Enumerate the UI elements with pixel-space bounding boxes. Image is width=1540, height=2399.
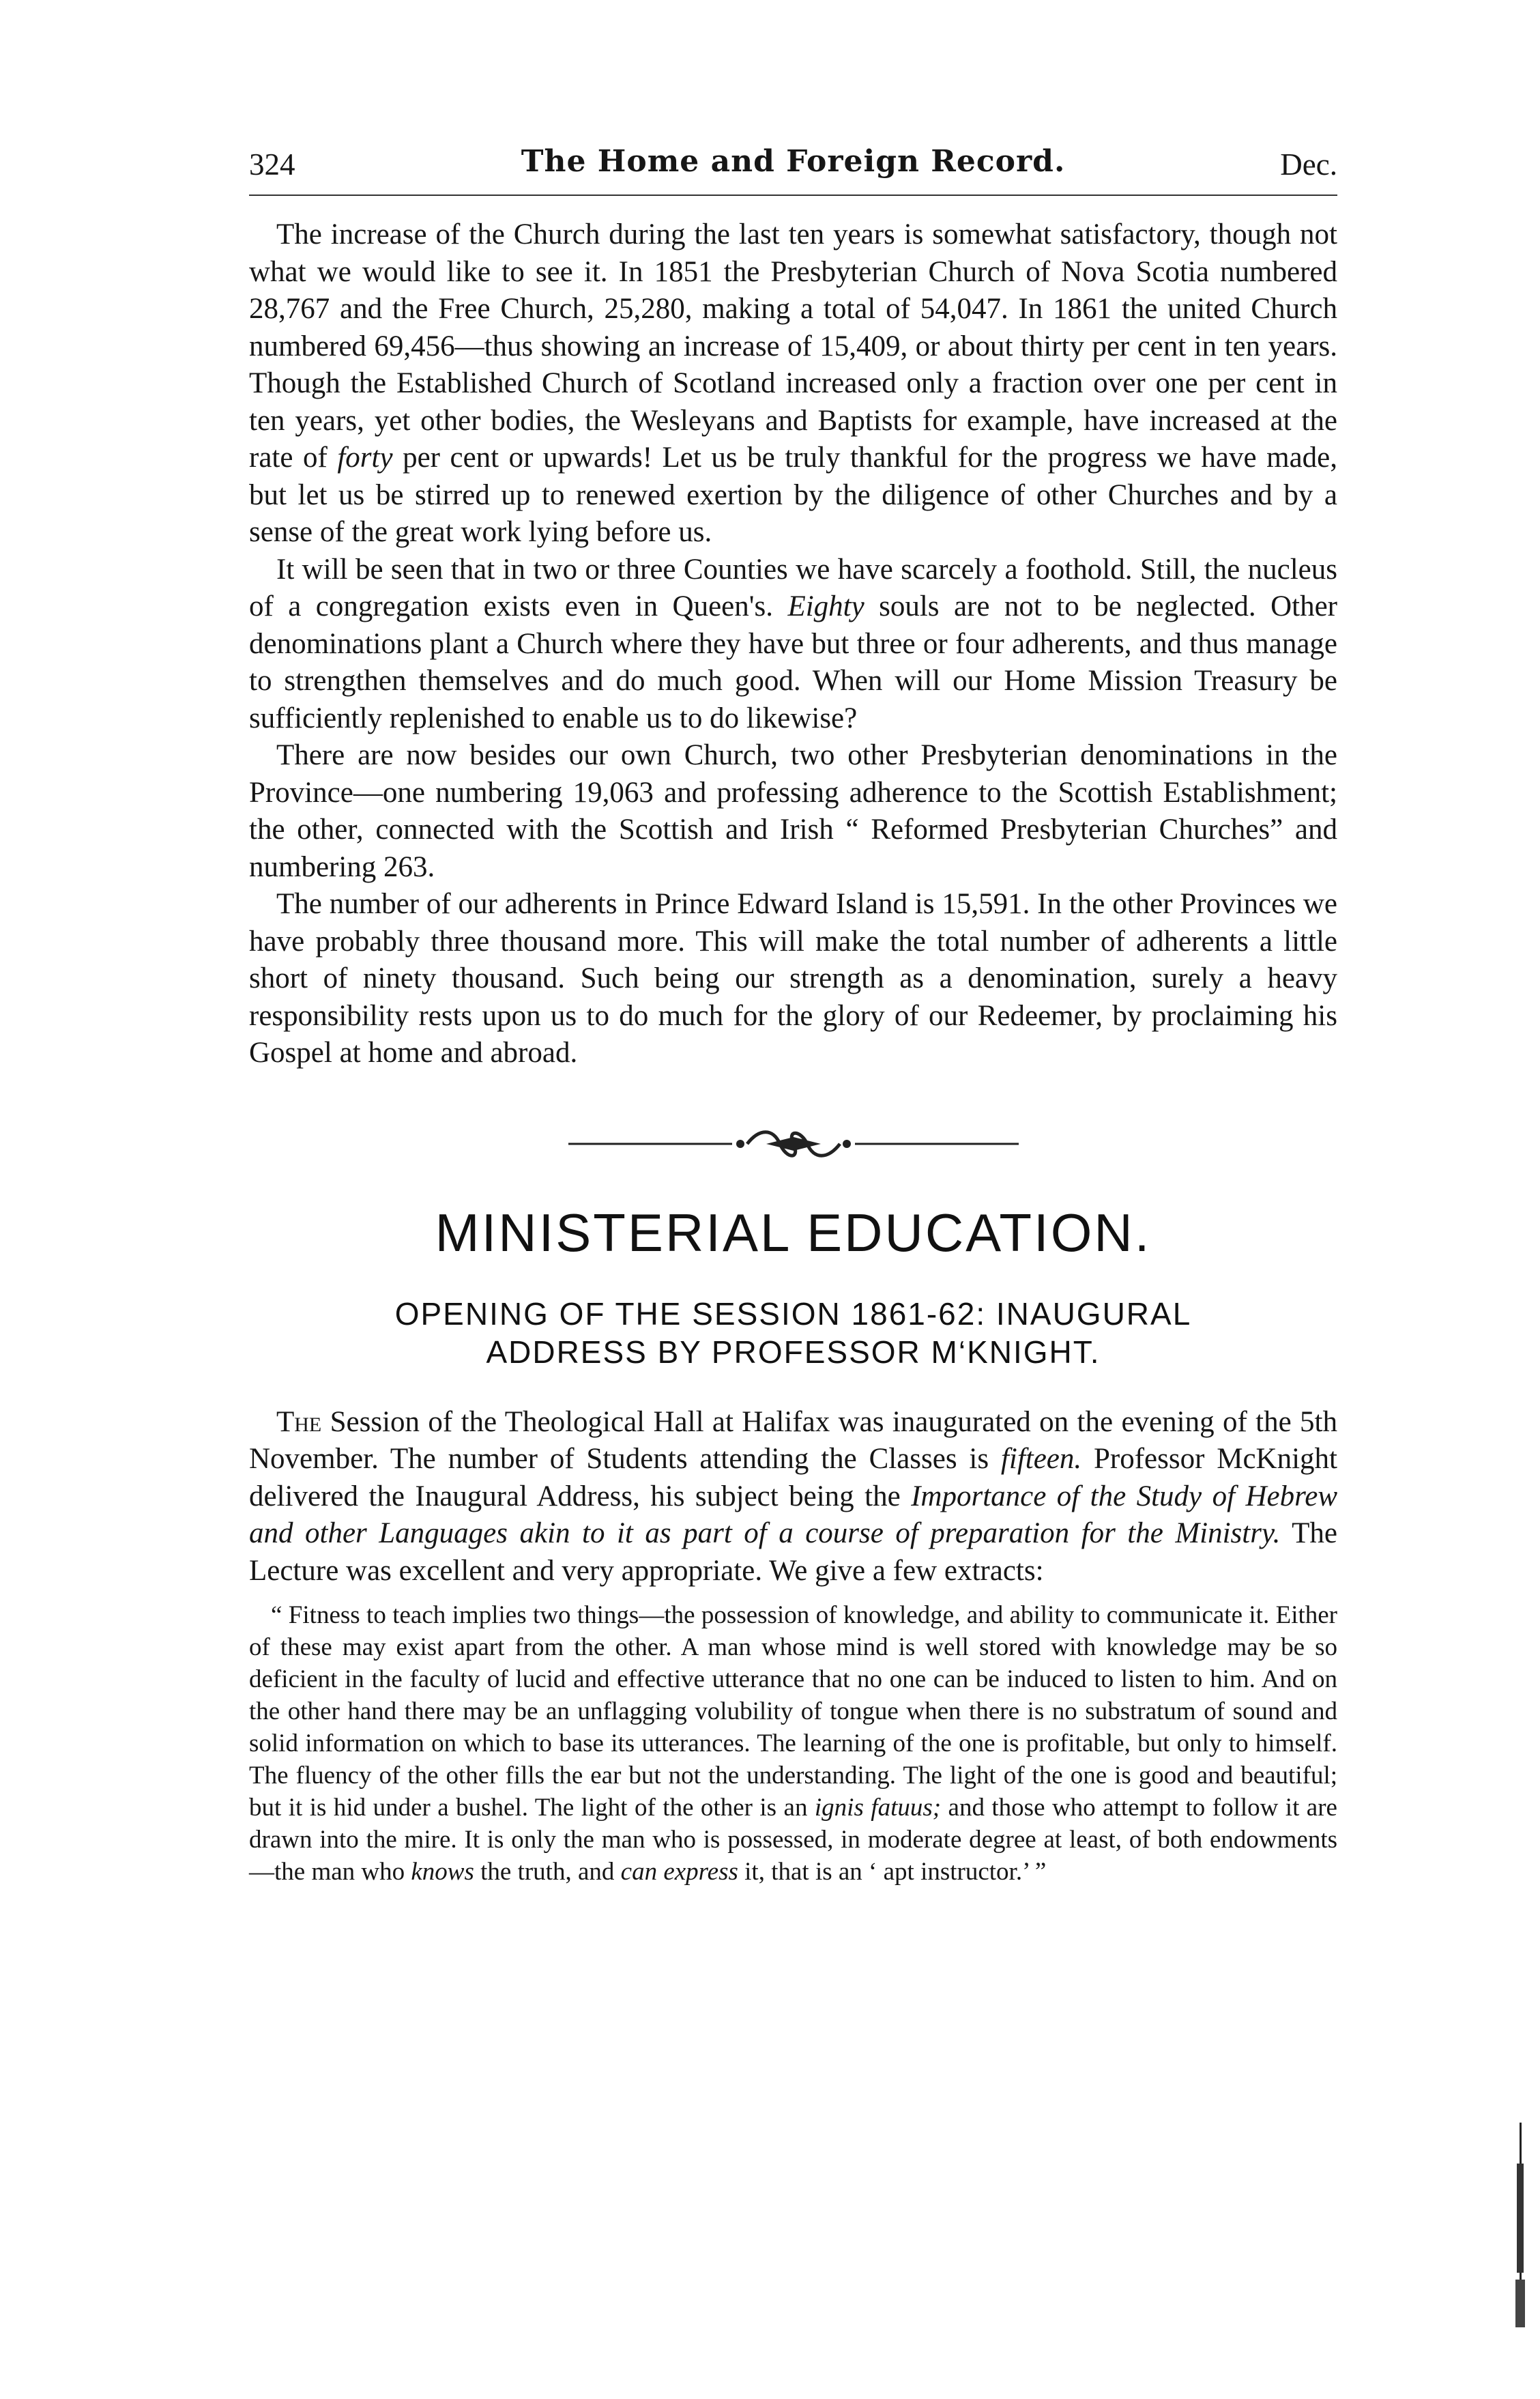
ornamental-divider xyxy=(562,1120,1026,1168)
paragraph-text: per cent or upwards! Let us be truly thankful for the progress we have made, but let us be stirred up to renewed exertion by the diligence of other Churches and by a sense of the great work lying before us. xyxy=(249,442,1337,548)
emphasis-text: Eighty xyxy=(787,590,865,622)
quote-text: it, that is an ‘ apt instructor.’ ” xyxy=(738,1858,1047,1886)
article-paragraph-2 xyxy=(249,551,1337,738)
emphasis-text: ignis fatuus; xyxy=(814,1794,942,1822)
quote-text: the truth, and xyxy=(474,1858,621,1886)
binding-edge-mark xyxy=(1511,2123,1532,2334)
subtitle-line-1: OPENING OF THE SESSION 1861-62: INAUGURAL xyxy=(394,1295,1192,1332)
intro-lead-word: The xyxy=(276,1405,322,1438)
article-paragraph-4: The number of our adherents in Prince Edward Island is 15,591. In the other Provinces we have probably three thousand more. This will make the total number of adherents a little short of ninety thousand. Such being our strength as a denomination, surely a heavy responsibility rests upon us to do much for the glory of our Redeemer, by proclaiming his Gospel at home and abroad. xyxy=(249,888,1337,1069)
section-title: MINISTERIAL EDUCATION. xyxy=(435,1202,1152,1263)
paragraph-text: Professor McKnight delivered the Inaugural Address, his subject being the xyxy=(249,1443,1337,1512)
quoted-extract xyxy=(249,1599,1337,1888)
paragraph-text: It will be seen that in two or three Counties we have scarcely a foothold. Still, the nucleus of a congregation exists even in Queen's. xyxy=(249,553,1337,622)
paragraph-text: The Lecture was excellent and very appropriate. We give a few extracts: xyxy=(249,1517,1337,1587)
journal-title: The Home and Foreign Record. xyxy=(521,144,1066,179)
article-paragraph-1 xyxy=(249,216,1337,551)
quote-text: “ Fitness to teach implies two things—the possession of knowledge, and ability to communicate it. Either of these may exist apart from the other. A man whose mind is well stored with knowledge may be so deficient in the faculty of lucid and effective utterance that no one can be induced to listen to him. And on the other hand there may be an unflagging volubility of tongue when there is no substratum of sound and solid information on which to base its utterances. The learning of the one is profitable, but only to himself. The fluency of the other fills the ear but not the understanding. The light of the one is good and beautiful; but it is hid under a bushel. The light of the other is an xyxy=(249,1601,1337,1822)
paragraph-text: souls are not to be neglected. Other denominations plant a Church where they have but three or four adherents, and thus manage to strengthen themselves and do much good. When will our Home Mission Treasury be sufficiently replenished to enable us to do likewise? xyxy=(249,590,1337,734)
intro-paragraph xyxy=(249,1404,1337,1590)
page xyxy=(249,140,1337,1888)
section-subtitle xyxy=(249,1295,1337,1371)
emphasis-text: Importance of the Study of Hebrew and other Languages akin to it as part of a course of preparation for the Ministry. xyxy=(249,1480,1337,1549)
subtitle-line-2: ADDRESS BY PROFESSOR M‘KNIGHT. xyxy=(486,1334,1101,1370)
emphasis-text: fifteen. xyxy=(1000,1443,1082,1475)
emphasis-text: knows xyxy=(411,1858,474,1886)
issue-month: Dec. xyxy=(1280,147,1337,182)
page-number: 324 xyxy=(249,147,295,182)
emphasis-text: forty xyxy=(337,442,393,474)
running-head xyxy=(249,140,1337,195)
quote-text: and those who attempt to follow it are drawn into the mire. It is only the man who is possessed, in moderate degree at least, of both endowments—the man who xyxy=(249,1794,1337,1886)
paragraph-text: Session of the Theological Hall at Halifax was inaugurated on the evening of the 5th November. The number of Students attending the Classes is xyxy=(249,1405,1337,1475)
paragraph-text: The increase of the Church during the last ten years is somewhat satisfactory, though not what we would like to see it. In 1851 the Presbyterian Church of Nova Scotia numbered 28,767 and the Free Church, 25,280, making a total of 54,047. In 1861 the united Church numbered 69,456—thus showing an increase of 15,409, or about thirty per cent in ten years. Though the Established Church of Scotland increased only a fraction over one per cent in ten years, yet other bodies, the Wesleyans and Baptists for example, have increased at the rate of xyxy=(249,218,1337,474)
emphasis-text: can express xyxy=(620,1858,738,1886)
article-paragraph-3: There are now besides our own Church, two other Presbyterian denominations in the Province—one numbering 19,063 and professing adherence to the Scottish Establishment; the other, connected with the Scottish and Irish “ Reformed Presbyterian Churches” and numbering 263. xyxy=(249,739,1337,883)
header-rule xyxy=(249,195,1337,196)
